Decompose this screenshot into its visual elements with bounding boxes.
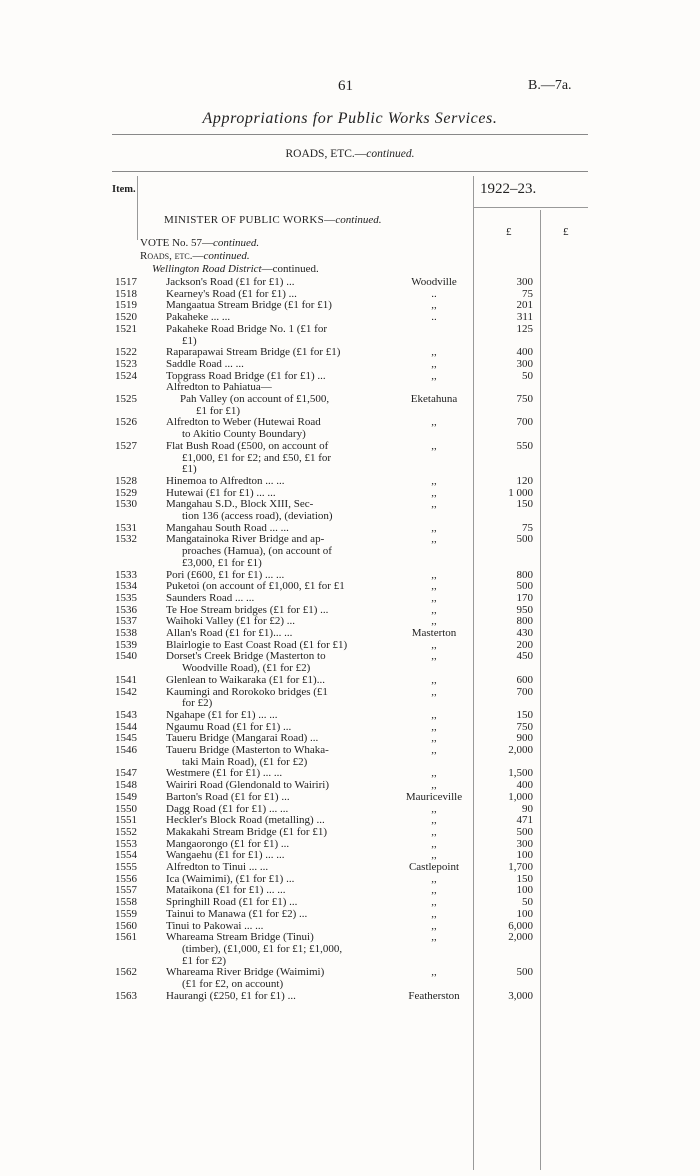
item-number: 1539 bbox=[115, 638, 137, 651]
item-number: 1535 bbox=[115, 591, 137, 604]
item-location: ,, bbox=[431, 732, 437, 745]
item-location: .. bbox=[431, 311, 437, 324]
item-description bbox=[166, 476, 392, 488]
description-line: Pakaheke Road Bridge No. 1 (£1 for bbox=[166, 322, 327, 335]
item-number: 1547 bbox=[115, 767, 137, 780]
year-header-rule bbox=[474, 207, 588, 208]
description-line: Kearney's Road (£1 for £1) ... bbox=[166, 287, 297, 300]
header-divider bbox=[112, 171, 588, 172]
item-amount: 150 bbox=[516, 708, 533, 721]
item-amount: 1,700 bbox=[508, 861, 533, 873]
item-description bbox=[166, 967, 392, 990]
item-location: ,, bbox=[431, 369, 437, 382]
item-location: .. bbox=[431, 287, 437, 300]
item-description bbox=[166, 499, 392, 522]
location-column-rule bbox=[473, 176, 474, 1170]
item-description bbox=[180, 394, 406, 417]
item-amount: 800 bbox=[516, 615, 533, 628]
item-location: ,, bbox=[431, 814, 437, 827]
description-line: Mangahau S.D., Block XIII, Sec- bbox=[166, 498, 314, 511]
item-location: ,, bbox=[431, 931, 437, 944]
item-description bbox=[166, 324, 392, 347]
description-line: Raparapawai Stream Bridge (£1 for £1) bbox=[166, 346, 341, 359]
description-line: Haurangi (£250, £1 for £1) ... bbox=[166, 989, 296, 1002]
item-number: 1541 bbox=[115, 673, 137, 686]
item-amount: 700 bbox=[516, 685, 533, 698]
item-number: 1557 bbox=[115, 884, 137, 897]
item-number: 1537 bbox=[115, 615, 137, 628]
description-line: Taueru Bridge (Masterton to Whaka- bbox=[166, 744, 329, 756]
item-location: Eketahuna bbox=[410, 393, 458, 405]
description-line: Springhill Road (£1 for £1) ... bbox=[166, 896, 298, 909]
item-location: ,, bbox=[431, 521, 437, 534]
district-subheading-continued: —continued. bbox=[261, 263, 319, 275]
item-amount: 50 bbox=[522, 369, 533, 382]
item-amount: 500 bbox=[516, 825, 533, 838]
item-location: ,, bbox=[431, 896, 437, 909]
item-location: Masterton bbox=[411, 627, 457, 639]
item-amount: 600 bbox=[516, 673, 533, 686]
item-location: ,, bbox=[431, 685, 437, 698]
item-description bbox=[166, 792, 392, 804]
item-amount: 1,500 bbox=[508, 767, 533, 780]
item-number: 1538 bbox=[115, 627, 137, 639]
item-number: 1542 bbox=[115, 685, 137, 698]
description-continuation: for £2) bbox=[182, 697, 213, 710]
item-number: 1517 bbox=[115, 276, 137, 288]
item-number: 1532 bbox=[115, 533, 137, 546]
item-amount: 750 bbox=[516, 720, 533, 733]
item-description bbox=[166, 909, 392, 921]
item-amount: 75 bbox=[522, 287, 533, 300]
item-number: 1524 bbox=[115, 369, 137, 382]
vote-heading bbox=[140, 237, 259, 249]
item-location: ,, bbox=[431, 720, 437, 733]
item-amount: 430 bbox=[516, 627, 533, 639]
item-number: 1533 bbox=[115, 568, 137, 581]
item-amount: 400 bbox=[516, 779, 533, 792]
description-line: Topgrass Road Bridge (£1 for £1) ... bbox=[166, 369, 326, 382]
item-location: ,, bbox=[431, 580, 437, 593]
item-location: Castlepoint bbox=[408, 861, 460, 873]
description-line: Jackson's Road (£1 for £1) ... bbox=[166, 276, 295, 288]
item-location: ,, bbox=[431, 825, 437, 838]
item-amount: 90 bbox=[522, 802, 533, 815]
year-column-header: 1922–23. bbox=[480, 181, 537, 197]
item-amount: 3,000 bbox=[508, 989, 533, 1002]
roads-subheading-continued: continued. bbox=[203, 250, 250, 262]
item-amount: 750 bbox=[516, 393, 533, 405]
description-line: Puketoi (on account of £1,000, £1 for £1 bbox=[166, 580, 345, 593]
description-continuation: £3,000, £1 for £1) bbox=[182, 556, 262, 569]
item-description bbox=[166, 862, 392, 874]
description-continuation: £1 for £1) bbox=[196, 404, 240, 417]
description-line: Alfredton to Weber (Hutewai Road bbox=[166, 416, 321, 429]
item-description bbox=[166, 710, 392, 722]
description-continuation: £1 for £2) bbox=[182, 954, 226, 967]
description-line: Flat Bush Road (£500, on account of bbox=[166, 439, 329, 452]
item-number: 1520 bbox=[115, 311, 137, 324]
item-number: 1523 bbox=[115, 357, 137, 370]
item-number: 1540 bbox=[115, 650, 137, 663]
district-subheading bbox=[152, 263, 319, 275]
district-subheading-main: Wellington Road District bbox=[152, 263, 262, 275]
roads-subheading bbox=[140, 250, 250, 262]
item-description bbox=[166, 932, 392, 967]
item-description bbox=[166, 687, 392, 710]
description-line: Mataikona (£1 for £1) ... ... bbox=[166, 884, 286, 897]
description-continuation: £1) bbox=[182, 334, 197, 347]
description-continuation: (£1 for £2, on account) bbox=[182, 978, 284, 990]
description-line: Mangaorongo (£1 for £1) ... bbox=[166, 837, 290, 850]
item-number: 1555 bbox=[115, 861, 137, 873]
description-line: Ica (Waimimi), (£1 for £1) ... bbox=[166, 872, 295, 885]
item-description bbox=[166, 745, 392, 768]
item-amount: 150 bbox=[516, 498, 533, 511]
item-amount: 100 bbox=[516, 907, 533, 920]
item-amount: 300 bbox=[516, 357, 533, 370]
description-line: Waihoki Valley (£1 for £2) ... bbox=[166, 615, 296, 628]
item-location: ,, bbox=[431, 872, 437, 885]
item-amount: 50 bbox=[522, 896, 533, 909]
description-continuation: (timber), (£1,000, £1 for £1; £1,000, bbox=[182, 942, 343, 955]
item-number: 1519 bbox=[115, 299, 137, 312]
item-amount: 450 bbox=[516, 650, 533, 663]
description-line: Mangahau South Road ... ... bbox=[166, 521, 289, 534]
description-line: Whareama River Bridge (Waimimi) bbox=[166, 966, 325, 979]
item-location: ,, bbox=[431, 416, 437, 429]
item-amount: 201 bbox=[516, 299, 533, 312]
item-amount: 550 bbox=[516, 439, 533, 452]
item-location: ,, bbox=[431, 966, 437, 979]
item-location: ,, bbox=[431, 591, 437, 604]
item-location: ,, bbox=[431, 884, 437, 897]
item-number: 1518 bbox=[115, 287, 137, 300]
item-location: ,, bbox=[431, 837, 437, 850]
description-line: Pah Valley (on account of £1,500, bbox=[180, 393, 330, 405]
item-number: 1558 bbox=[115, 896, 137, 909]
item-amount: 120 bbox=[516, 474, 533, 487]
item-number: 1534 bbox=[115, 580, 137, 593]
section-heading-continued: continued. bbox=[366, 148, 415, 160]
item-number: 1521 bbox=[115, 322, 137, 335]
description-line: Saddle Road ... ... bbox=[166, 357, 244, 370]
item-amount: 75 bbox=[522, 521, 533, 534]
minister-heading-continued: continued. bbox=[335, 214, 382, 226]
item-location: ,, bbox=[431, 533, 437, 546]
description-line: Te Hoe Stream bridges (£1 for £1) ... bbox=[166, 603, 329, 616]
description-line: Blairlogie to East Coast Road (£1 for £1) bbox=[166, 638, 348, 651]
description-continuation: Woodville Road), (£1 for £2) bbox=[182, 662, 311, 675]
description-line: Saunders Road ... ... bbox=[166, 591, 255, 604]
description-line: Allan's Road (£1 for £1)... ... bbox=[166, 627, 293, 639]
roads-subheading-main: Roads, etc.— bbox=[140, 250, 204, 262]
item-amount: 170 bbox=[516, 591, 533, 604]
pound-symbol-right: £ bbox=[563, 226, 569, 238]
item-location: ,, bbox=[431, 849, 437, 862]
description-line: Alfredton to Tinui ... ... bbox=[166, 861, 269, 873]
item-location: ,, bbox=[431, 615, 437, 628]
item-amount: 150 bbox=[516, 872, 533, 885]
item-number: 1527 bbox=[115, 439, 137, 452]
section-heading-main: ROADS, ETC.— bbox=[285, 148, 367, 160]
item-number: 1552 bbox=[115, 825, 137, 838]
item-location: ,, bbox=[431, 708, 437, 721]
item-number: 1543 bbox=[115, 708, 137, 721]
description-line: Heckler's Block Road (metalling) ... bbox=[166, 814, 325, 827]
description-continuation: to Akitio County Boundary) bbox=[182, 428, 306, 441]
description-line: Mangaatua Stream Bridge (£1 for £1) bbox=[166, 299, 332, 312]
item-location: ,, bbox=[431, 779, 437, 792]
item-number: 1522 bbox=[115, 346, 137, 359]
item-location: ,, bbox=[431, 802, 437, 815]
item-description bbox=[166, 651, 392, 674]
description-line: Wangaehu (£1 for £1) ... ... bbox=[166, 849, 285, 862]
item-number: 1563 bbox=[115, 989, 137, 1002]
item-location: Mauriceville bbox=[405, 790, 463, 803]
item-number: 1546 bbox=[115, 744, 137, 756]
item-description bbox=[166, 991, 392, 1003]
description-line: Alfredton to Pahiatua— bbox=[166, 381, 272, 394]
minister-heading-main: MINISTER OF PUBLIC WORKS— bbox=[164, 214, 336, 226]
description-line: Wairiri Road (Glendonald to Wairiri) bbox=[166, 779, 329, 792]
item-amount: 900 bbox=[516, 732, 533, 745]
item-amount: 100 bbox=[516, 849, 533, 862]
item-amount: 500 bbox=[516, 533, 533, 546]
item-number: 1530 bbox=[115, 498, 137, 511]
item-amount: 300 bbox=[516, 276, 533, 288]
item-description bbox=[166, 277, 392, 289]
description-line: Barton's Road (£1 for £1) ... bbox=[166, 790, 290, 803]
item-number: 1536 bbox=[115, 603, 137, 616]
item-location: Woodville bbox=[411, 276, 457, 288]
item-amount: 1,000 bbox=[508, 790, 533, 803]
description-line: Mangatainoka River Bridge and ap- bbox=[166, 533, 325, 546]
item-number: 1548 bbox=[115, 779, 137, 792]
item-description bbox=[166, 593, 392, 605]
item-number: 1526 bbox=[115, 416, 137, 429]
description-line: Ngahape (£1 for £1) ... ... bbox=[166, 708, 278, 721]
item-amount: 950 bbox=[516, 603, 533, 616]
item-number: 1553 bbox=[115, 837, 137, 850]
description-line: Dorset's Creek Bridge (Masterton to bbox=[166, 650, 326, 663]
vote-heading-main: VOTE No. 57— bbox=[140, 237, 214, 249]
amount-column-rule bbox=[540, 210, 541, 1170]
item-amount: 800 bbox=[516, 568, 533, 581]
description-line: Hutewai (£1 for £1) ... ... bbox=[166, 486, 276, 499]
item-location: ,, bbox=[431, 650, 437, 663]
item-amount: 500 bbox=[516, 966, 533, 979]
item-number: 1556 bbox=[115, 872, 137, 885]
item-location: ,, bbox=[431, 486, 437, 499]
description-line: Tainui to Manawa (£1 for £2) ... bbox=[166, 907, 308, 920]
item-description bbox=[166, 441, 392, 476]
item-amount: 200 bbox=[516, 638, 533, 651]
item-number: 1561 bbox=[115, 931, 137, 944]
item-location: ,, bbox=[431, 498, 437, 511]
item-location: ,, bbox=[431, 474, 437, 487]
item-number: 1562 bbox=[115, 966, 137, 979]
description-line: Kaumingi and Rorokoko bridges (£1 bbox=[166, 685, 328, 698]
item-amount: 125 bbox=[516, 322, 533, 335]
item-number: 1559 bbox=[115, 907, 137, 920]
item-location: ,, bbox=[431, 357, 437, 370]
item-location: ,, bbox=[431, 603, 437, 616]
item-location: ,, bbox=[431, 919, 437, 932]
description-line: Makakahi Stream Bridge (£1 for £1) bbox=[166, 825, 327, 838]
minister-heading bbox=[164, 214, 382, 226]
description-continuation: tion 136 (access road), (deviation) bbox=[182, 510, 333, 522]
description-line: Ngaumu Road (£1 for £1) ... bbox=[166, 720, 292, 733]
description-line: Pori (£600, £1 for £1) ... ... bbox=[166, 568, 285, 581]
description-continuation: £1) bbox=[182, 463, 197, 476]
item-amount: 500 bbox=[516, 580, 533, 593]
item-number: 1550 bbox=[115, 802, 137, 815]
item-amount: 2,000 bbox=[508, 931, 533, 944]
item-number: 1545 bbox=[115, 732, 137, 745]
item-amount: 700 bbox=[516, 416, 533, 429]
item-column-rule bbox=[137, 176, 138, 240]
item-location: ,, bbox=[431, 767, 437, 780]
item-description bbox=[166, 359, 392, 371]
item-number: 1528 bbox=[115, 474, 137, 487]
item-location: ,, bbox=[431, 638, 437, 651]
item-amount: 311 bbox=[516, 311, 533, 324]
item-number: 1551 bbox=[115, 814, 137, 827]
pound-symbol-left: £ bbox=[506, 226, 512, 238]
title-divider bbox=[112, 134, 588, 135]
item-amount: 300 bbox=[516, 837, 533, 850]
description-line: Taueru Bridge (Mangarai Road) ... bbox=[166, 732, 319, 745]
item-number: 1529 bbox=[115, 486, 137, 499]
description-continuation: £1,000, £1 for £2; and £50, £1 for bbox=[182, 451, 332, 464]
item-number: 1525 bbox=[115, 393, 137, 405]
item-description bbox=[166, 417, 392, 440]
item-location: ,, bbox=[431, 346, 437, 359]
description-line: Pakaheke ... ... bbox=[166, 311, 231, 324]
description-continuation: taki Main Road), (£1 for £2) bbox=[182, 755, 308, 768]
item-number: 1549 bbox=[115, 790, 137, 803]
description-line: Glenlean to Waikaraka (£1 for £1)... bbox=[166, 673, 325, 686]
item-location: ,, bbox=[431, 744, 437, 756]
item-location: ,, bbox=[431, 439, 437, 452]
item-location: ,, bbox=[431, 299, 437, 312]
description-line: Tinui to Pakowai ... ... bbox=[166, 919, 264, 932]
item-amount: 6,000 bbox=[508, 919, 533, 932]
item-number: 1531 bbox=[115, 521, 137, 534]
item-number: 1544 bbox=[115, 720, 137, 733]
description-line: Hinemoa to Alfredton ... ... bbox=[166, 474, 285, 487]
item-location: ,, bbox=[431, 568, 437, 581]
description-continuation: proaches (Hamua), (on account of bbox=[182, 545, 332, 558]
item-location: ,, bbox=[431, 673, 437, 686]
document-code: B.—7a. bbox=[528, 78, 572, 93]
page-number: 61 bbox=[338, 78, 353, 94]
item-description bbox=[166, 675, 392, 687]
item-location: Featherston bbox=[408, 989, 460, 1002]
item-column-header: Item. bbox=[112, 184, 136, 195]
item-number: 1554 bbox=[115, 849, 137, 862]
item-description bbox=[166, 628, 392, 640]
page-title: Appropriations for Public Works Services. bbox=[202, 110, 498, 127]
item-description bbox=[166, 534, 392, 569]
description-line: Whareama Stream Bridge (Tinui) bbox=[166, 931, 314, 944]
item-number: 1560 bbox=[115, 919, 137, 932]
item-location: ,, bbox=[431, 907, 437, 920]
item-amount: 1 000 bbox=[508, 486, 533, 499]
description-line: Westmere (£1 for £1) ... ... bbox=[166, 767, 283, 780]
vote-heading-continued: continued. bbox=[213, 237, 260, 249]
description-line: Dagg Road (£1 for £1) ... ... bbox=[166, 802, 289, 815]
section-heading bbox=[0, 148, 700, 160]
item-amount: 400 bbox=[516, 346, 533, 359]
item-amount: 471 bbox=[516, 814, 533, 827]
item-amount: 2,000 bbox=[508, 744, 533, 756]
item-amount: 100 bbox=[516, 884, 533, 897]
item-description bbox=[166, 827, 392, 839]
